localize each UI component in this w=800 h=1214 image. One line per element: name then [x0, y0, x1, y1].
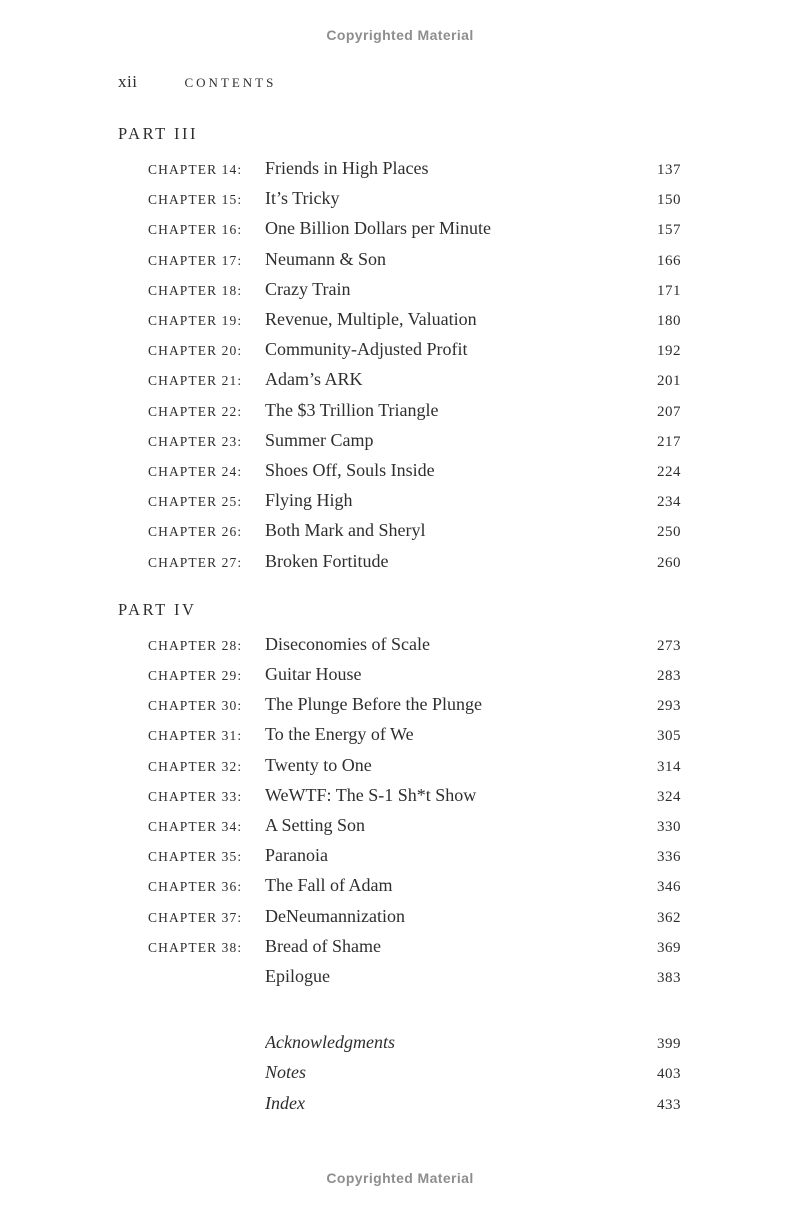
chapter-page-number: 273 [657, 637, 681, 654]
chapter-label: CHAPTER 23: [148, 433, 243, 449]
chapter-title: Acknowledgments [265, 1032, 395, 1053]
chapter-label: CHAPTER 21: [148, 373, 243, 389]
chapter-page-number: 330 [657, 819, 681, 836]
chapter-title: Guitar House [265, 664, 362, 685]
toc-row [148, 516, 681, 546]
chapter-page-number: 324 [657, 788, 681, 805]
toc-row [148, 214, 681, 244]
toc-row [148, 365, 681, 395]
toc-row [148, 690, 681, 720]
chapter-title: It’s Tricky [265, 188, 340, 209]
chapter-page-number: 399 [657, 1036, 681, 1053]
chapter-page-number: 207 [657, 403, 681, 420]
chapter-label: CHAPTER 25: [148, 494, 243, 510]
chapter-label: CHAPTER 22: [148, 403, 243, 419]
toc-row [148, 396, 681, 426]
chapter-page-number: 305 [657, 728, 681, 745]
part-heading-part-iii: PART III [118, 124, 198, 143]
chapter-title: Bread of Shame [265, 935, 381, 956]
chapter-title: Friends in High Places [265, 158, 429, 178]
chapter-page-number: 224 [657, 464, 681, 481]
chapter-title: Community-Adjusted Profit [265, 339, 468, 360]
chapter-label: CHAPTER 33: [148, 788, 243, 804]
chapter-page-number: 192 [657, 343, 681, 360]
toc-row [148, 902, 681, 932]
chapter-page-number: 180 [657, 313, 681, 330]
chapter-page-number: 403 [657, 1066, 681, 1083]
chapter-page-number: 336 [657, 849, 681, 866]
toc-row [148, 1089, 681, 1119]
toc-row [148, 962, 681, 992]
table-of-contents [118, 117, 681, 1119]
chapter-title: Adam’s ARK [265, 369, 363, 390]
toc-row [148, 335, 681, 365]
chapter-page-number: 250 [657, 524, 681, 541]
chapter-page-number: 217 [657, 433, 681, 450]
chapter-title: Twenty to One [265, 754, 372, 775]
chapter-title: WeWTF: The S-1 Sh*t Show [265, 784, 477, 805]
chapter-label: CHAPTER 35: [148, 849, 243, 865]
chapter-title: DeNeumannization [265, 905, 405, 926]
back-matter-list [118, 1028, 681, 1119]
chapter-page-number: 346 [657, 879, 681, 896]
toc-row [148, 275, 681, 305]
chapter-page-number: 293 [657, 698, 681, 715]
toc-row [148, 486, 681, 516]
toc-row [148, 871, 681, 901]
chapter-title: The $3 Trillion Triangle [265, 399, 439, 420]
chapter-title: To the Energy of We [265, 724, 414, 745]
chapter-label: CHAPTER 26: [148, 524, 243, 540]
toc-row [148, 456, 681, 486]
chapter-title: Paranoia [265, 845, 328, 866]
toc-row [148, 630, 681, 660]
chapter-title: Revenue, Multiple, Valuation [265, 309, 477, 330]
chapter-page-number: 201 [657, 373, 681, 390]
chapter-label: CHAPTER 38: [148, 939, 243, 955]
chapter-page-number: 137 [657, 162, 681, 178]
chapter-label: CHAPTER 16: [148, 222, 243, 238]
chapter-label: CHAPTER 27: [148, 554, 243, 570]
chapter-page-number: 369 [657, 939, 681, 956]
chapter-page-number: 383 [657, 970, 681, 987]
toc-row [148, 1028, 681, 1058]
chapter-label: CHAPTER 29: [148, 668, 243, 684]
toc-row [148, 245, 681, 275]
page-header [118, 72, 800, 92]
toc-row [148, 751, 681, 781]
chapter-label: CHAPTER 37: [148, 909, 243, 925]
chapter-label: CHAPTER 32: [148, 758, 243, 774]
chapter-title: Notes [265, 1062, 307, 1083]
chapter-title: Index [265, 1092, 305, 1113]
chapter-title: A Setting Son [265, 815, 366, 836]
toc-row [148, 1058, 681, 1088]
copyright-watermark-top: Copyrighted Material [326, 27, 474, 43]
chapter-title: Epilogue [265, 966, 330, 987]
copyright-watermark-bottom: Copyrighted Material [326, 1170, 474, 1186]
chapter-title: One Billion Dollars per Minute [265, 218, 491, 239]
chapter-label: CHAPTER 20: [148, 343, 243, 359]
toc-row [148, 426, 681, 456]
part-iii-chapter-list [118, 154, 681, 577]
toc-row [148, 781, 681, 811]
part-heading-part-iv: PART IV [118, 599, 197, 619]
chapter-title: Summer Camp [265, 429, 374, 450]
chapter-title: Broken Fortitude [265, 550, 389, 571]
toc-row [148, 841, 681, 871]
chapter-title: Diseconomies of Scale [265, 633, 430, 654]
toc-row [148, 305, 681, 335]
chapter-page-number: 283 [657, 668, 681, 685]
chapter-label: CHAPTER 17: [148, 252, 243, 268]
folio-page-number: xii [118, 72, 138, 91]
chapter-label: CHAPTER 34: [148, 819, 243, 835]
chapter-page-number: 433 [657, 1096, 681, 1113]
chapter-page-number: 166 [657, 252, 681, 269]
chapter-page-number: 171 [657, 282, 681, 299]
toc-row [148, 932, 681, 962]
chapter-page-number: 362 [657, 909, 681, 926]
chapter-title: Crazy Train [265, 278, 351, 299]
chapter-title: Both Mark and Sheryl [265, 520, 426, 541]
chapter-label: CHAPTER 28: [148, 637, 243, 653]
chapter-label: CHAPTER 36: [148, 879, 243, 895]
toc-row [148, 811, 681, 841]
part-iv-chapter-list [118, 630, 681, 992]
chapter-title: Neumann & Son [265, 248, 386, 269]
chapter-title: The Plunge Before the Plunge [265, 694, 482, 715]
chapter-title: Shoes Off, Souls Inside [265, 460, 435, 481]
toc-row [148, 184, 681, 214]
chapter-label: CHAPTER 19: [148, 313, 243, 329]
chapter-label: CHAPTER 14: [148, 162, 243, 177]
chapter-page-number: 260 [657, 554, 681, 571]
chapter-title: The Fall of Adam [265, 875, 393, 896]
toc-row [148, 547, 681, 577]
chapter-page-number: 157 [657, 222, 681, 239]
chapter-label: CHAPTER 15: [148, 192, 243, 208]
toc-row [148, 154, 681, 184]
chapter-label: CHAPTER 24: [148, 464, 243, 480]
chapter-page-number: 150 [657, 192, 681, 209]
running-head: CONTENTS [184, 75, 277, 90]
chapter-page-number: 314 [657, 758, 681, 775]
chapter-page-number: 234 [657, 494, 681, 511]
toc-row [148, 660, 681, 690]
toc-row [148, 720, 681, 750]
chapter-title: Flying High [265, 490, 353, 511]
chapter-label: CHAPTER 31: [148, 728, 243, 744]
chapter-label: CHAPTER 18: [148, 282, 243, 298]
chapter-label: CHAPTER 30: [148, 698, 243, 714]
